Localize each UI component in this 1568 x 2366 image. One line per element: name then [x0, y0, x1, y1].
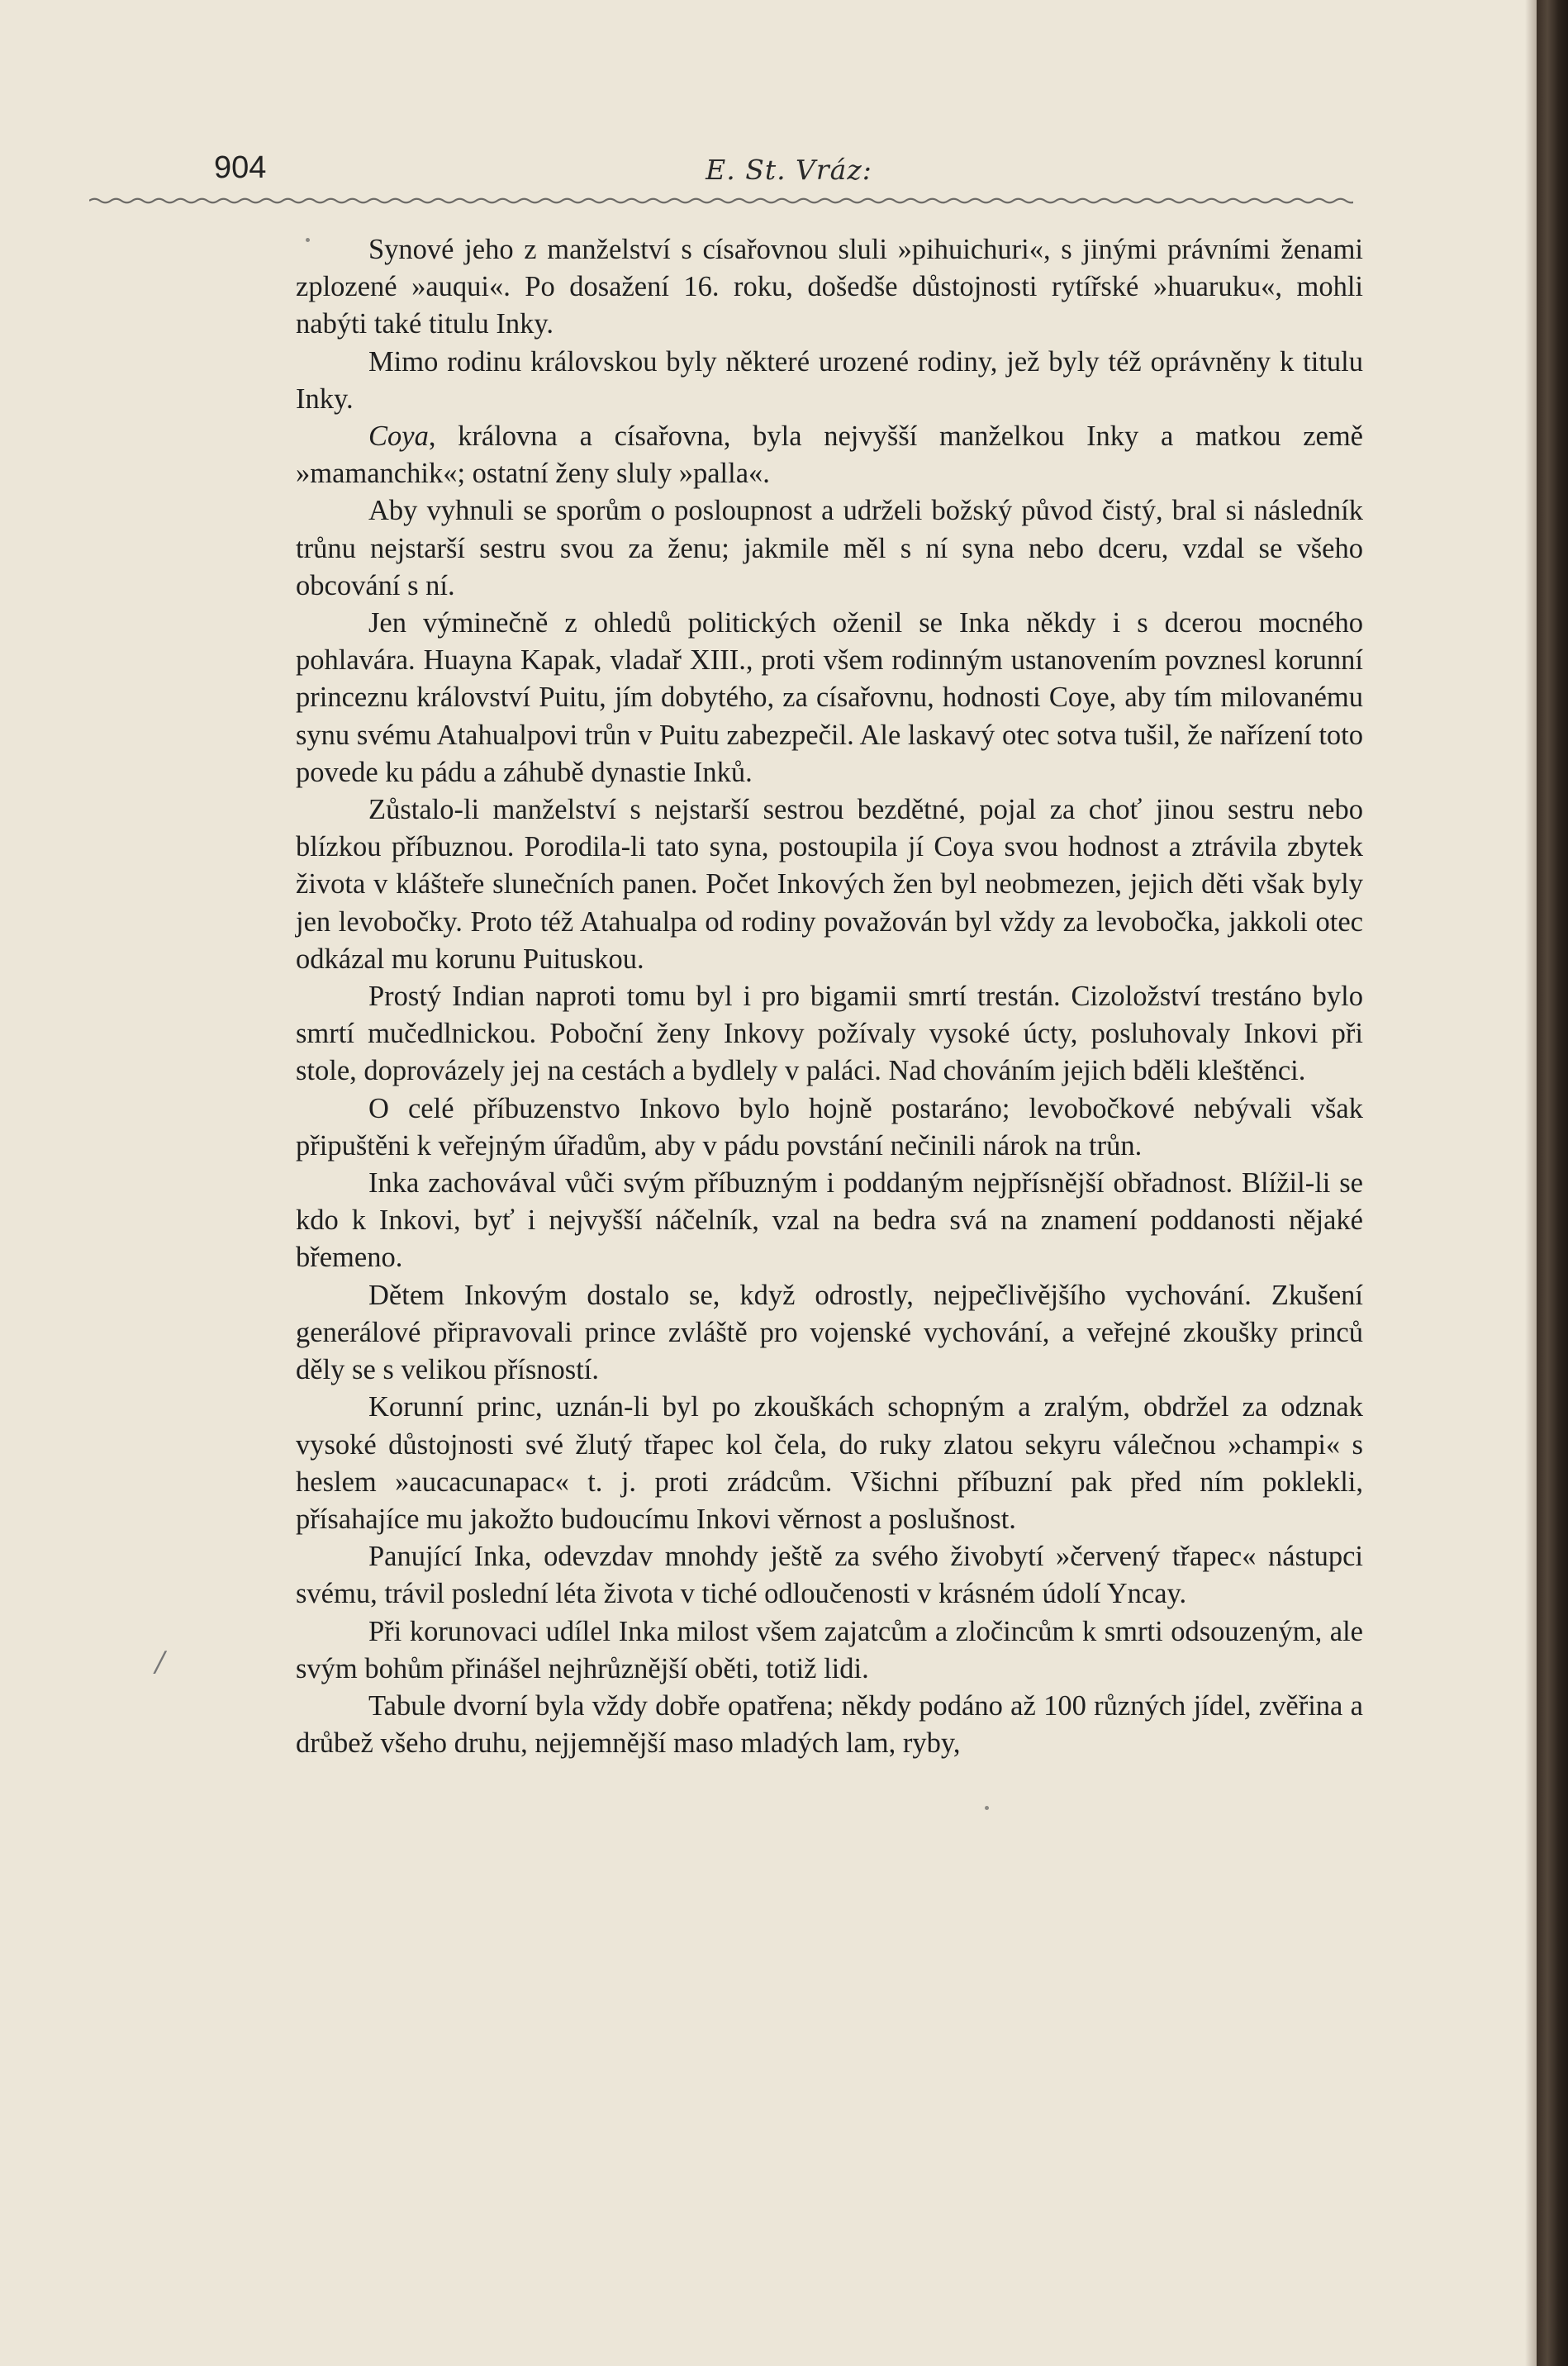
paragraph [296, 1613, 1363, 1688]
paragraph-text: Korunní princ, uznán-li byl po zkouškách schopným a zralým, obdržel za odznak vysoké důstojnosti své žlutý třapec kol čela, do ruky zlatou sekyru válečnou »champi« s heslem »aucacunapac« t. j. proti zrádcům. Všichni příbuzní pak před ním poklekli, přísahajíce mu jakožto budoucímu Inkovi věrnost a poslušnost. [296, 1391, 1363, 1535]
paragraph-text: Při korunovaci udílel Inka milost všem zajatcům a zločincům k smrti odsouzeným, ale svým bohům přinášel nejhrůznější oběti, totiž lidi. [296, 1615, 1363, 1684]
paragraph [296, 1389, 1363, 1538]
paragraph [296, 978, 1363, 1090]
margin-pencil-mark: / [155, 1646, 165, 1679]
paragraph [296, 344, 1363, 418]
paragraph-text: Synové jeho z manželství s císařovnou sluli »pihuichuri«, s jinými právními ženami zplozené »auqui«. Po dosažení 16. roku, došedše důstojnosti rytířské »huaruku«, mohli nabýti také titulu Inky. [296, 234, 1363, 340]
page-header [214, 150, 1364, 200]
paper-speck [306, 238, 310, 242]
paragraph-text: Prostý Indian naproti tomu byl i pro bigamii smrtí trestán. Cizoložství trestáno bylo smrtí mučedlnickou. Poboční ženy Inkovy požívaly vysoké úcty, posluhovaly Inkovi při stole, doprovázely jej na cestách a bydlely v paláci. Nad chováním jejich bděli kleštěnci. [296, 981, 1363, 1087]
paragraph [296, 1090, 1363, 1165]
paragraph [296, 1165, 1363, 1277]
paragraph [296, 1277, 1363, 1390]
paragraph-text: Zůstalo-li manželství s nejstarší sestrou bezdětné, pojal za choť jinou sestru nebo blízkou příbuznou. Porodila-li tato syna, postoupila jí Coya svou hodnost a ztrávila zbytek života v klášteře slunečních panen. Počet Inkových žen byl neobmezen, jejich děti však byly jen levobočky. Proto též Atahualpa od rodiny považován byl vždy za levobočka, jakkoli otec odkázal mu korunu Puituskou. [296, 794, 1363, 975]
paragraph-text: O celé příbuzenstvo Inkovo bylo hojně postaráno; levobočkové nebývali však připuštěni k veřejným úřadům, aby v pádu povstání nečinili nárok na trůn. [296, 1092, 1363, 1162]
paragraph [296, 791, 1363, 978]
ornamental-rule [89, 195, 1353, 207]
paragraph-text: Panující Inka, odevzdav mnohdy ještě za svého živobytí »červený třapec« nástupci svému, trávil poslední léta života v tiché odloučenosti v krásném údolí Yncay. [296, 1541, 1363, 1610]
paper-speck [985, 1806, 989, 1810]
running-head: E. St. Vráz: [706, 154, 872, 186]
paragraph [296, 605, 1363, 791]
paragraph [296, 492, 1363, 605]
paragraph [296, 231, 1363, 344]
paragraph-text: Tabule dvorní byla vždy dobře opatřena; někdy podáno až 100 různých jídel, zvěřina a drůbež všeho druhu, nejjemnější maso mladých lam, ryby, [296, 1689, 1363, 1760]
paragraph [296, 1538, 1363, 1613]
paragraph-text: Dětem Inkovým dostalo se, když odrostly, nejpečlivějšího vychování. Zkušení generálové připravovali prince zvláště pro vojenské vychování, a veřejné zkoušky princů děly se s velikou přísností. [296, 1279, 1363, 1386]
book-spine-edge [1537, 0, 1568, 2366]
page-number: 904 [214, 150, 267, 185]
paragraph-text: Inka zachovával vůči svým příbuzným i poddaným nejpřísnější obřadnost. Blížil-li se kdo k Inkovi, byť i nejvyšší náčelník, vzal na bedra svá na znamení poddanosti nějaké břemeno. [296, 1167, 1363, 1274]
paragraph-text: Jen výminečně z ohledů politických oženil se Inka někdy i s dcerou mocného pohlavára. Huayna Kapak, vladař XIII., proti všem rodinným ustanovením povznesl korunní princeznu království Puitu, jím dobytého, za císařovnu, hodnosti Coye, aby tím milovanému synu svému Atahualpovi trůn v Puitu zabezpečil. Ale laskavý otec sotva tušil, že nařízení toto povede ku pádu a záhubě dynastie Inků. [296, 607, 1363, 788]
italic-term: Coya [368, 420, 429, 453]
paragraph [296, 1688, 1363, 1762]
body-text [296, 231, 1363, 1762]
paragraph-text: Mimo rodinu královskou byly některé urozené rodiny, jež byly též oprávněny k titulu Inky. [296, 345, 1363, 415]
paragraph-text: , královna a císařovna, byla nejvyšší manželkou Inky a matkou země »mamanchik«; ostatní ženy sluly »palla«. [296, 420, 1363, 490]
paragraph [296, 418, 1363, 492]
paragraph-text: Aby vyhnuli se sporům o posloupnost a udrželi božský původ čistý, bral si následník trůnu nejstarší sestru svou za ženu; jakmile měl s ní syna nebo dceru, vzdal se všeho obcování s ní. [296, 495, 1363, 601]
